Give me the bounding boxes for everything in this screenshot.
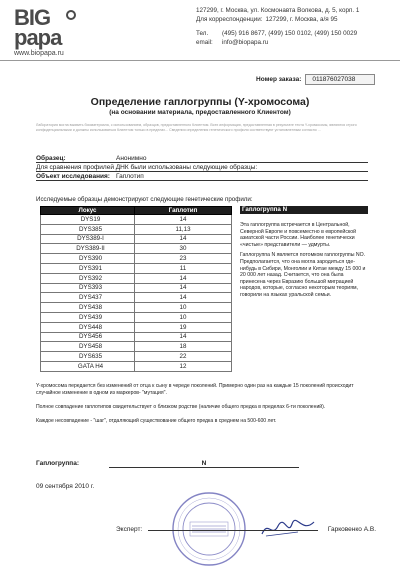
- haplogroup-info-header: Гаплогруппа N: [240, 206, 368, 214]
- table-row: [41, 342, 232, 352]
- table-row: [41, 283, 232, 293]
- haplotype-cell: 11: [135, 263, 232, 273]
- locus-cell: DYS439: [41, 312, 135, 322]
- page-title: Определение гаплогруппы (Y-хромосома): [90, 96, 310, 108]
- locus-cell: DYS437: [41, 293, 135, 303]
- note-2: Полное совпадение гаплотипов свидетельствует о близком родстве (наличие общего предка в пределах 6-ти поколений).: [36, 404, 326, 410]
- tel-label: Тел.: [196, 30, 209, 37]
- haplotype-cell: 14: [135, 293, 232, 303]
- table-row: [41, 312, 232, 322]
- locus-cell: DYS448: [41, 322, 135, 332]
- sample-label: Образец:: [36, 154, 66, 162]
- table-row: [41, 254, 232, 264]
- haplogroup-result: [36, 460, 299, 468]
- signature-line: [148, 526, 318, 531]
- haplotype-cell: 14: [135, 273, 232, 283]
- contact-block: [196, 6, 359, 47]
- locus-cell: DYS458: [41, 342, 135, 352]
- haplotype-cell: 14: [135, 234, 232, 244]
- table-row: [41, 322, 232, 332]
- result-label: Гаплогруппа:: [36, 460, 79, 467]
- haplogroup-info-p1: Эта гаплогруппа встречается в Центральной, Северной Европе и повсеместно в европейской азиатской части России. Наиболее генетически «чистые» представители — удмурты.: [240, 222, 357, 248]
- logo-url: www.biopapa.ru: [14, 50, 64, 57]
- sample-block: [36, 154, 368, 181]
- table-row: [41, 273, 232, 283]
- expert-line: [116, 526, 376, 533]
- haplogroup-info-p2: Гаплогруппа N является потомком гаплогруппы NO. Предполагается, что она могла зародиться где-нибудь в Сибири, Монголии и Китае между 15 000 и 20 000 лет назад. Считается, что она была принесена через Евразию большой миграцией народов, которые, согласно некоторым теориям, говорили на языках уральской семьи.: [240, 252, 366, 298]
- locus-cell: DYS19: [41, 215, 135, 225]
- address: 127299, г. Москва, ул. Космонавта Волкова, д. 5, корп. 1: [196, 7, 360, 14]
- company-logo: [14, 5, 84, 57]
- locus-cell: DYS389-I: [41, 234, 135, 244]
- logo-line2: papa: [14, 25, 62, 50]
- locus-header: Локус: [41, 207, 135, 215]
- table-row: [41, 224, 232, 234]
- haplotype-cell: 12: [135, 361, 232, 371]
- haplotype-cell: 19: [135, 322, 232, 332]
- locus-cell: DYS635: [41, 352, 135, 362]
- email-label: email:: [196, 39, 213, 46]
- report-date: 09 сентября 2010 г.: [36, 483, 95, 490]
- expert-label: Эксперт:: [116, 526, 143, 533]
- locus-cell: DYS456: [41, 332, 135, 342]
- logo-line1: BIG: [14, 5, 51, 30]
- table-row: [41, 263, 232, 273]
- table-row: [41, 303, 232, 313]
- table-row: [41, 352, 232, 362]
- haplotype-cell: 22: [135, 352, 232, 362]
- table-row: [41, 234, 232, 244]
- locus-cell: DYS390: [41, 254, 135, 264]
- order-number: [256, 74, 375, 85]
- fine-print: Лаборатория могла выявить биоматериала, с использованием, образцов, предоставленного Клиентом. Всех информация, предоставленная в результате теста Y-хромосомы, являются строго конфиденциальными и должны использоваться Клиентом только в пределах... Сведения определения генетического профиля соответствуют установленным согласно ...: [36, 123, 357, 132]
- notes: [36, 383, 372, 432]
- table-row: [41, 332, 232, 342]
- haplotype-cell: 11,13: [135, 224, 232, 234]
- haplotype-table: [40, 206, 232, 372]
- logo-mark-icon: [66, 10, 76, 20]
- table-row: [41, 361, 232, 371]
- haplotype-cell: 14: [135, 215, 232, 225]
- expert-name: Гарковенко А.В.: [327, 526, 376, 533]
- compare-text: Для сравнения профилей ДНК были использованы следующие образцы:: [36, 163, 258, 171]
- order-label: Номер заказа:: [256, 76, 302, 83]
- locus-cell: DYS392: [41, 273, 135, 283]
- haplotype-cell: 30: [135, 244, 232, 254]
- page-subtitle: (на основании материала, предоставленного Клиентом): [109, 109, 291, 116]
- haplotype-cell: 18: [135, 342, 232, 352]
- locus-cell: DYS393: [41, 283, 135, 293]
- header-divider: [0, 60, 400, 61]
- tel-value: (495) 916 8677, (499) 150 0102, (499) 150 0029: [222, 30, 358, 37]
- locus-cell: DYS391: [41, 263, 135, 273]
- haplotype-cell: 14: [135, 283, 232, 293]
- profile-intro: Исследуемые образцы демонстрируют следующие генетические профили:: [36, 196, 253, 203]
- mail-value: 127299, г. Москва, а/я 95: [265, 16, 338, 23]
- haplotype-cell: 14: [135, 332, 232, 342]
- note-3: Каждое несовпадение - "шаг", отдаляющий существование общего предка в среднем на 500-600 лет.: [36, 418, 277, 424]
- locus-cell: DYS438: [41, 303, 135, 313]
- haplotype-cell: 10: [135, 312, 232, 322]
- haplotype-cell: 10: [135, 303, 232, 313]
- table-row: [41, 244, 232, 254]
- object-label: Объект исследования:: [36, 172, 110, 180]
- haplotype-header: Гаплотип: [135, 207, 232, 215]
- table-row: [41, 293, 232, 303]
- result-value: N: [109, 460, 299, 468]
- mail-label: Для корреспонденции:: [196, 16, 263, 23]
- email-value[interactable]: info@biopapa.ru: [222, 39, 269, 46]
- locus-cell: GATA H4: [41, 361, 135, 371]
- haplogroup-info: [240, 206, 368, 299]
- locus-cell: DYS389-II: [41, 244, 135, 254]
- note-1: Y-хромосома передается без изменений от отца к сыну в череде поколений. Примерно один раз на каждые 15 поколений происходит случайное изменение в одном из маркеров- "мутация".: [36, 383, 354, 396]
- haplotype-cell: 23: [135, 254, 232, 264]
- locus-cell: DYS385: [41, 224, 135, 234]
- sample-value: Анонимно: [116, 154, 147, 162]
- order-value: 011876027038: [305, 74, 375, 85]
- object-value: Гаплотип: [116, 172, 144, 180]
- table-row: [41, 215, 232, 225]
